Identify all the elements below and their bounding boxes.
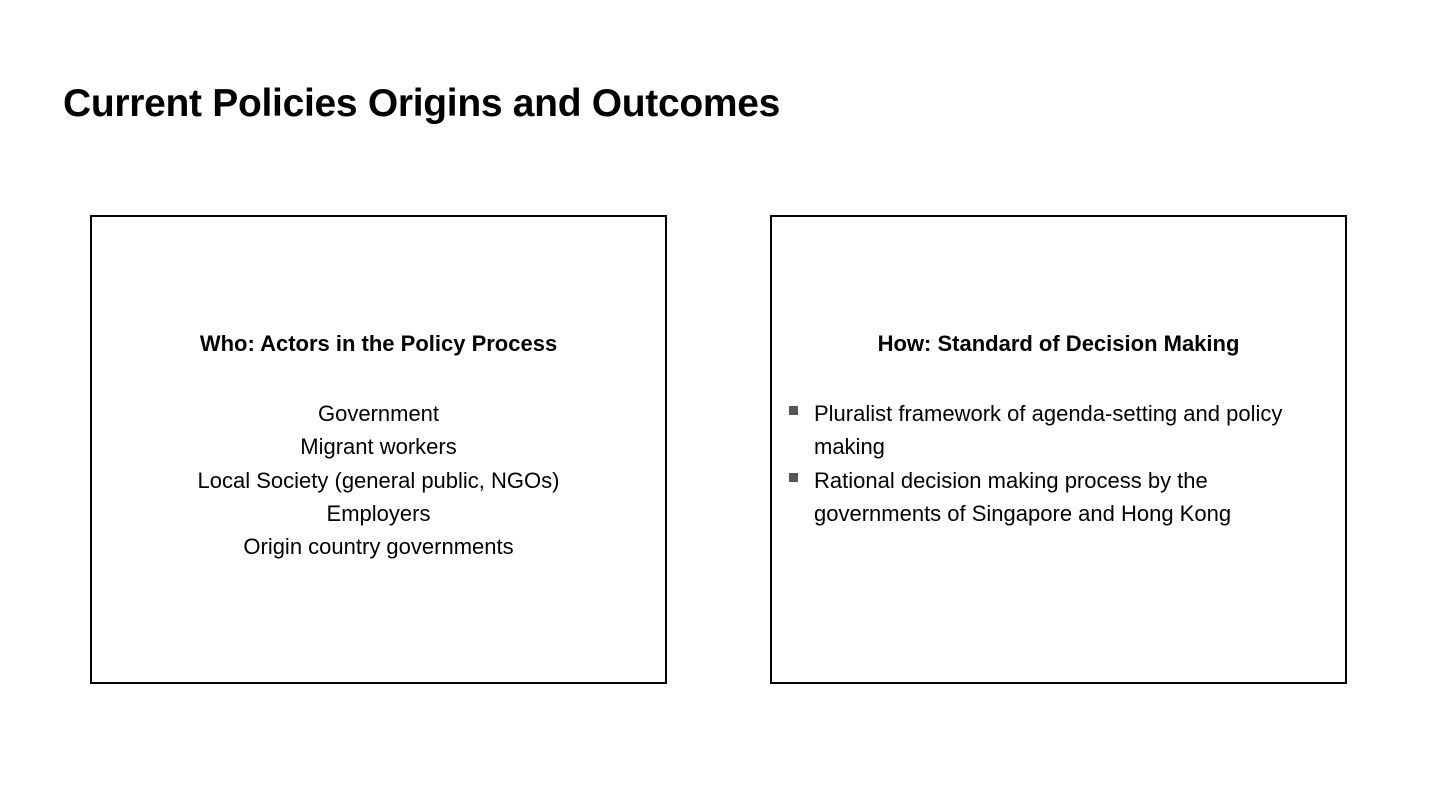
bullet-text: Pluralist framework of agenda-setting and policy making [814,401,1283,460]
actor-item: Employers [326,500,431,526]
actor-item: Migrant workers [300,434,457,460]
who-panel-heading: Who: Actors in the Policy Process [199,331,558,356]
slide-title: Current Policies Origins and Outcomes [63,82,781,125]
actors-list [92,397,665,563]
decision-bullet-list [788,397,1337,530]
square-bullet-icon [789,406,798,415]
actor-item: Origin country governments [243,534,514,560]
actor-item: Local Society (general public, NGOs) [197,467,560,493]
bullet-item [788,464,1337,531]
square-bullet-icon [789,473,798,482]
actor-item: Government [317,401,440,426]
bullet-text: Rational decision making process by the governments of Singapore and Hong Kong [814,467,1232,526]
how-decision-panel [770,215,1347,684]
who-actors-panel [90,215,667,684]
bullet-item [788,397,1337,464]
how-panel-heading: How: Standard of Decision Making [877,331,1240,356]
